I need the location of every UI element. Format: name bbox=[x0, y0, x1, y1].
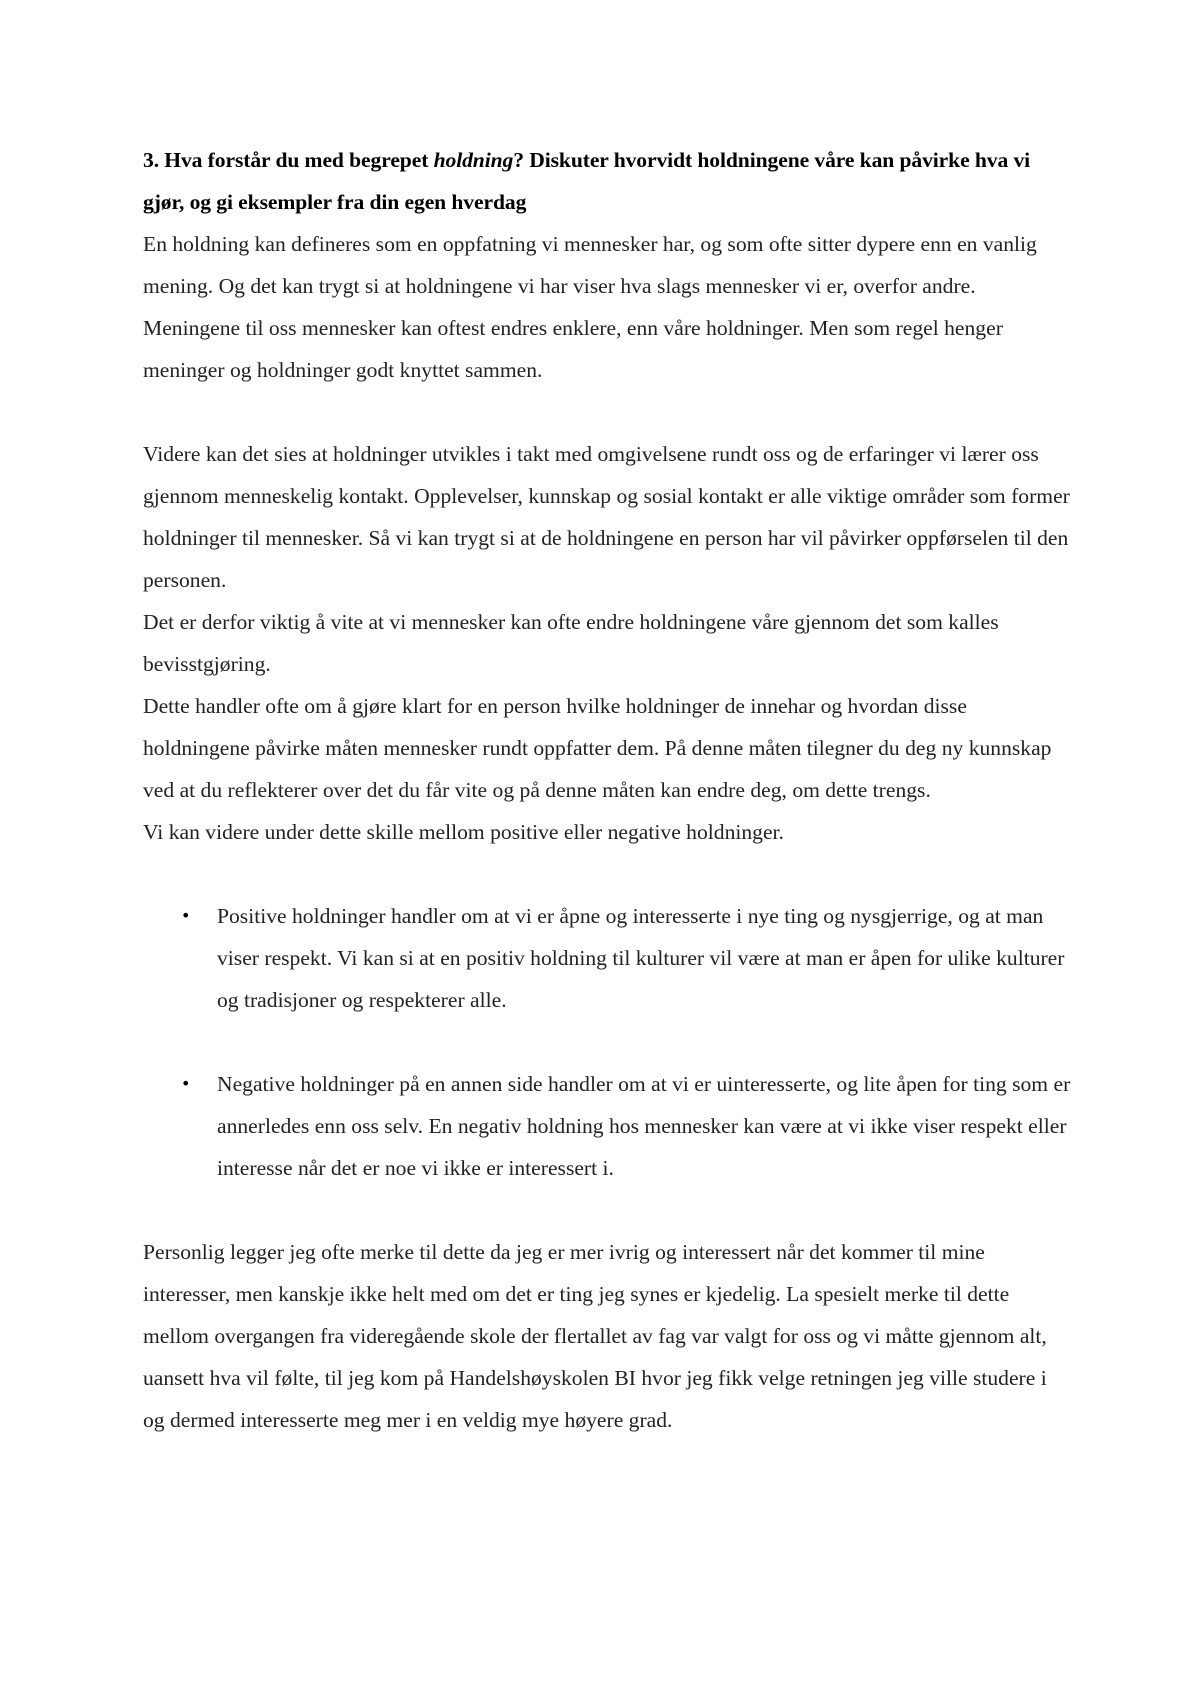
bullet-icon: • bbox=[181, 906, 191, 925]
bullet-text-negative: Negative holdninger på en annen side handler om at vi er uinteresserte, og lite åpen for ting som er annerledes enn oss selv. En negativ holdning hos mennesker kan være at vi ikke viser respekt eller interesse når det er noe vi ikke er interessert i. bbox=[217, 1072, 1071, 1180]
paragraph-personal: Personlig legger jeg ofte merke til dette da jeg er mer ivrig og interessert når det kommer til mine interesser, men kanskje ikke helt med om det er ting jeg synes er kjedelig. La spesielt merke til dette mellom overgangen fra videregående skole der flertallet av fag var valgt for oss og vi måtte gjennom alt, uansett hva vil følte, til jeg kom på Handelshøyskolen BI hvor jeg fikk velge retningen jeg ville studere i og dermed interesserte meg mer i en veldig mye høyere grad. bbox=[143, 1240, 1047, 1432]
paragraph-spacer bbox=[143, 391, 1073, 433]
bullet-icon: • bbox=[181, 1074, 191, 1093]
paragraph-spacer bbox=[143, 853, 1073, 895]
paragraph-distinction: Vi kan videre under dette skille mellom positive eller negative holdninger. bbox=[143, 820, 784, 844]
document-page bbox=[143, 139, 1073, 1441]
heading-text-start: 3. Hva forstår du med begrepet bbox=[143, 148, 434, 172]
paragraph-awareness: Det er derfor viktig å vite at vi mennesker kan ofte endre holdningene våre gjennom det som kalles bevisstgjøring. bbox=[143, 610, 999, 676]
paragraph-reflection: Dette handler ofte om å gjøre klart for en person hvilke holdninger de innehar og hvordan disse holdningene påvirke måten mennesker rundt oppfatter dem. På denne måten tilegner du deg ny kunnskap ved at du reflekterer over det du får vite og på denne måten kan endre deg, om dette trengs. bbox=[143, 694, 1052, 802]
list-spacer bbox=[143, 1021, 1073, 1063]
paragraph-development: Videre kan det sies at holdninger utvikles i takt med omgivelsene rundt oss og de erfaringer vi lærer oss gjennom menneskelig kontakt. Opplevelser, kunnskap og sosial kontakt er alle viktige områder som former holdninger til mennesker. Så vi kan trygt si at de holdningene en person har vil påvirker oppførselen til den personen. bbox=[143, 442, 1070, 592]
heading-emphasis: holdning bbox=[433, 148, 514, 172]
paragraph-definition: En holdning kan defineres som en oppfatning vi mennesker har, og som ofte sitter dypere enn en vanlig mening. Og det kan trygt si at holdningene vi har viser hva slags mennesker vi er, overfor andre. Meningene til oss mennesker kan oftest endres enklere, enn våre holdninger. Men som regel henger meninger og holdninger godt knyttet sammen. bbox=[143, 232, 1037, 382]
bullet-list bbox=[143, 895, 1073, 1189]
paragraph-spacer bbox=[143, 1189, 1073, 1231]
list-item bbox=[143, 895, 1073, 1021]
bullet-text-positive: Positive holdninger handler om at vi er åpne og interesserte i nye ting og nysgjerrige, og at man viser respekt. Vi kan si at en positiv holdning til kulturer vil være at man er åpen for ulike kulturer og tradisjoner og respekterer alle. bbox=[217, 904, 1065, 1012]
heading-text-end: ? Diskuter hvorvidt holdningene våre kan påvirke hva vi gjør, og gi eksempler fra din egen hverdag bbox=[143, 148, 1031, 214]
list-item bbox=[143, 1063, 1073, 1189]
question-heading bbox=[143, 139, 1073, 223]
